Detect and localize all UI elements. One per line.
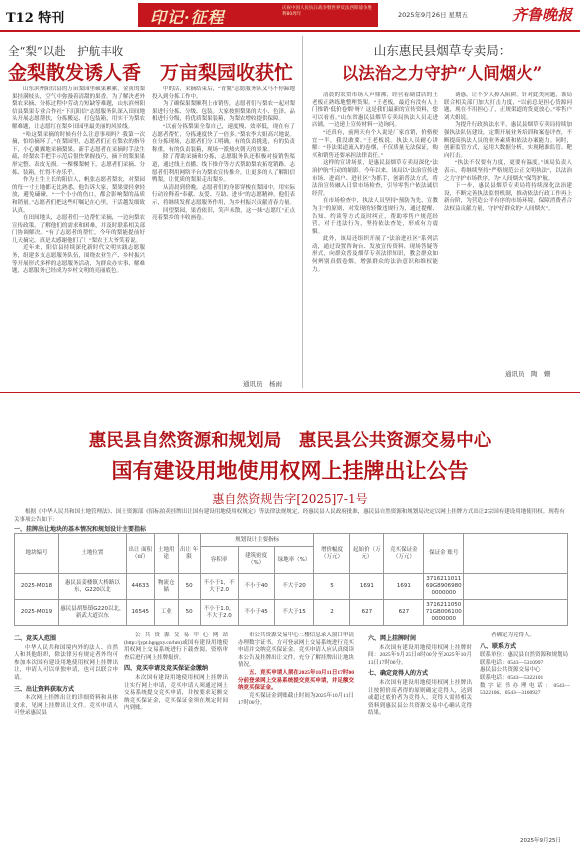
section-6-text: 本次国有建设用地使用权网上挂牌时间：2025年9月25日8时00分至2025年10月13日17时00分。 [368,644,472,666]
parcel-table [14,533,568,626]
left-article-column-1 [12,86,145,374]
issue-date: 2025年9月26日 星期五 [398,11,469,19]
section-7-text: 本次国有建设用地使用权网上挂牌出让按照价高者得的原则确定竞得人，达到或超过底价者为竞得人。竞得人需持相关资料到惠民县公共资源交易中心确认竞得结果。 [368,679,472,717]
cell-parcel-no: 2025-M019 [15,600,59,626]
header-parcel-no: 地块编号 [15,534,59,574]
header-planning-indicators: 规划设计主要指标 [200,534,314,547]
section-4-text: 本次国有建设用地使用权网上挂牌出让实行网上申请，竞买申请人须通过网上交易系统提交竞买申请，并按要求足额交纳竞买保证金，竞买保证金须在规定时间内到账。 [124,674,228,712]
paragraph: 回望梨园，果香依旧，笑声未散，这一抹“志愿红”正点亮着梨乡的丰收画卷。 [152,207,295,222]
cell-years: 50 [178,574,200,600]
paragraph: “哈这梨采摘的时候有什么注意事项吗？我第一次摘，怕给摘坏了。”在梨园里，志愿者们正在梨农的指导下，小心翼翼地采摘梨果。新手志愿者在采摘时手法生疏，经梨农手把手示范后很快掌握技巧，摘下的梨果果形完整、表皮无损。一棵棵梨树下，志愿者们采摘、分拣、装箱，忙得不亦乐乎。 [12,131,145,176]
left-article-title: 金梨散发诱人香 万亩梨园收获忙 [8,62,294,84]
header-years: 出让 年限 [178,534,200,574]
cell-start-price: 1691 [350,574,384,600]
cell-start-price: 627 [350,600,384,626]
paragraph: 下一步，惠民县烟草专卖局将持续深化法治建设，不断完善执法监督机制，推动依法行政工作再上新台阶，为营造公平有序的市场环境、保障消费者合法权益贡献力量，守护好群众的“人间烟火”。 [444,183,572,212]
notice-column-5 [480,632,570,832]
paragraph: 作为土生土长的阳信人，帆张志愿者梨农，对梨园的每一寸土地都无比熟悉，他告诉大家，梨果要轻拿轻放，避免磕碰，“一个小小的伤口，都会影响梨的品质和销量。”志愿者们把这些叮嘱记在心里，干活越发细致认真。 [12,177,145,214]
section-7-continued: 者确定为竞得人。 [491,632,536,638]
cell-spare [464,600,568,626]
paragraph: 中的活，采摘结束后，“青冀”志愿服务队又马不停蹄地投入到分拣工作中。 [152,86,295,100]
notice-column-2 [124,632,228,844]
section-8-title: 八、联系方式 [480,642,517,650]
right-article-column-1 [312,92,438,374]
header-rule [0,30,580,32]
header-tagline: 庆祝中国人民抗日战争暨世界反法西斯战争胜利80周年 [282,6,372,17]
cell-area: 44633 [126,574,154,600]
right-article-title: 以法治之力守护“人间烟火” [341,64,543,83]
section-divider [0,392,580,393]
section-4-title: 四、竞买申请及竞买保证金缴纳 [124,665,209,673]
cell-land-use: 物流仓储 [154,574,178,600]
section-3-continued: 公共资源交易中心网站(http://jypt.hgqgxy.cn/hm)或国有建设用地使用权网上交易系统进行下载查阅，资格审查后进行网上挂牌报价。 [124,632,228,661]
page-header [0,0,580,30]
header-account: 保证金 账号 [424,534,464,574]
cell-land-use: 工业 [154,600,178,626]
cell-far: 不小于1.0，不大于2.0 [200,600,238,626]
right-article-byline: 通讯员 陶 姗 [505,370,551,378]
paragraph: 为了确保果梨顺利上市销售，志愿者们与梨农一起对梨果进行分拣、分级、包装。大家按照梨果的大小、色泽、品相进行分级，将优质梨果装箱，为梨农增收提供保障。 [152,101,295,123]
cell-density: 不小于40 [238,574,274,600]
notice-title: 国有建设用地使用权网上挂牌出让公告 [111,458,469,483]
header-land-use: 土地用途 [154,534,178,574]
newspaper-logo: 齐鲁晚报 [512,6,573,24]
right-article-pre-title: 山东惠民县烟草专卖局： [373,43,512,58]
section-2-title: 二、竞买人范围 [14,635,57,642]
table-row [15,574,568,600]
cell-green: 不大于15 [274,600,314,626]
paragraph: “执法不仅要有力度，更要有温度。”该局负责人表示，将继续坚持“严格规范公正文明执法”，以法治之力守护市场秩序，为“人间烟火”保驾护航。 [444,160,572,182]
cell-density: 不小于45 [238,600,274,626]
header-density: 建筑密度（%） [238,547,274,574]
header-green: 绿地率（%） [274,547,314,574]
column-divider [302,36,303,388]
notice-column-4 [368,632,472,844]
cell-years: 50 [178,600,200,626]
paragraph: 为提升行政执法水平，惠民县烟草专卖局持续加强执法队伍建设，定期开展业务培训和案卷评查，不断提高执法人员的业务素质和依法办案能力。同时，创新监管方式，运用大数据分析，实现精准监管、靶向打击。 [444,122,572,159]
notice-issuers: 惠民县自然资源和规划局 惠民县公共资源交易中心 [88,431,492,451]
cell-increment: 5 [314,574,350,600]
left-article-byline: 通讯员 杨雨 [243,380,282,388]
table-row [15,600,568,626]
paragraph: 诱惑，让不少人掉入陷阱。针对此类问题，该局联合相关部门加大打击力度，“以前总是担心货源问题，现在不用担心了，正规渠道的货更放心。”零售户刘大姐说。 [444,92,572,121]
left-article-column-2 [152,86,295,366]
header-far: 容积率 [200,547,238,574]
section-2-text: 中华人民共和国境内外的法人、自然人和其他组织，除法律另有规定者外均可参加本次国有建设用地使用权网上挂牌出让，申请人可以单独申请，也可以联合申请。 [14,644,118,681]
paragraph: 这样的宣讲场景，是惠民县烟草专卖局深化“法治护航”行动的缩影。今年以来，该局以“法治宣传进市场、进商户、进社区”为抓手，创新普法方式，将法治宣传融入日常市场检查，引导零售户依法诚信经营。 [312,160,438,197]
section-6-title: 六、网上挂牌时间 [368,635,417,642]
paragraph: 在市场检查中，执法人员坚持“预防为先、宣教为主”的原则，对发现的轻微违规行为，通过提醒、告知、约谈等方式及时纠正，帮助零售户规范经营。对于违法行为，坚持依法查处，形成有力震慑。 [312,198,438,235]
section-7-title: 七、确定竞得人的方式 [368,670,429,678]
paragraph: “还真有，前两天有个人说是厂家直销，价格便宜一半，我没敢要。”王老板说。执法人员耐心讲解：“非法渠道流入的卷烟，不仅质量无法保证，购买和销售还要承担法律责任。” [312,129,438,159]
cell-spare [464,574,568,600]
cell-account: 371621105071GB0061000000000 [424,600,464,626]
notice-column-3 [238,632,354,844]
header-deposit: 竞买保证金（万元） [384,534,424,574]
notice-column-1 [14,632,118,844]
section-3-text: 本次网上挂牌出让的详细资料和具体要求，见网上挂牌出让文件。竞买申请人可登录惠民县 [14,695,118,717]
cell-area: 16545 [126,600,154,626]
section-4-continued: 市公共资源交易中心三楼信息录入窗口申请办理数字证书，方可登录网上交易系统进行竞买申请并交纳竞买保证金。竞买申请人应认真阅读本公告及挂牌出让文件，充分了解挂牌出让地块情况。 [238,632,354,669]
paragraph: 在田间地头，志愿者们一边帮忙采摘，一边向梨农宣传政策，了解他们的需求和困难，并及时联系相关部门协调解决。“有了志愿者的帮忙，今年的梨能提前好几天摘完，真是太感谢他们了！”梨农王大爷笑着说。 [12,215,145,244]
cell-deposit: 1691 [384,574,424,600]
paragraph: 山东滨州阳信县的万亩梨园里硕果累累，金黄的梨果挂满枝头，空气中弥漫着清甜的果香。为了解决老外梨农采摘、分拣过程中劳动力短缺等难题，山东滨州阳信县梨果专业合作社“下沉阳信”志愿服务队深入田间地头开展志愿帮扶，分拣搬运、打包装箱，用实干为梨农解难题，让志愿红在梨乡田园里最美丽的风景线。 [12,86,145,130]
notice-date: 2025年9月25日 [520,838,561,844]
cell-account: 371621101169G89069800000000 [424,574,464,600]
cell-parcel-no: 2025-M018 [15,574,59,600]
header-location: 土地位置 [58,534,126,574]
section-5-text: 竞买保证金到账截止时间为2025年10月11日17时00分。 [238,692,354,707]
notice-number: 惠自然资规告字[2025]7-1号 [212,492,368,506]
contact-info: 联系单位：惠民县自然资源和规划局 联系电话：0543—5310997 惠民县公共资源交易中心 联系电话：0543—5322101 数字证书办理电话：0543—5322106、0543—3160927 [480,652,570,697]
paragraph: 除了帮助采摘和分拣，志愿服务队还积极对接销售渠道，通过线上直播、线下推介等方式帮助梨农拓宽销路。志愿者们利用网络平台为梨农宣传推介，让更多的人了解阳信鸭梨，让优质的梨果走出梨乡。 [152,154,295,184]
section-3-title: 三、出让资料获取方式 [14,685,75,693]
cell-deposit: 627 [384,600,424,626]
cell-green: 不大于20 [274,574,314,600]
right-article-column-2 [444,92,572,364]
cell-location: 惠民县胡集镇G220以北，新武大道以东 [58,600,126,626]
notice-intro: 根据《中华人民共和国土地管理法》、国土资源部《招标拍卖挂牌出让国有建设用地使用权规定》等法律法规规定，经惠民县人民政府批准，惠民县自然资源和规划局决定以网上挂牌方式出让2宗国有建设用地使用权。现将有关事项公告如下： [14,509,565,523]
cell-increment: 2 [314,600,350,626]
left-article-pre-title: 全“梨”以赴 护航丰收 [8,44,124,58]
cell-far: 不小于1，不大于2.0 [200,574,238,600]
header-area: 出让 面积（㎡） [126,534,154,574]
paragraph: 从清晨到傍晚，志愿者们的身影穿梭在梨园中，用实际行动诠释着“奉献、友爱、互助、进步”的志愿精神。他们表示，将继续发挥志愿服务作用，为乡村振兴贡献青春力量。 [152,184,295,206]
paragraph: 清晨的农贸市场人声鼎沸，经营着副食店的王老板正熟练地整理货架。“王老板，最近有没有人上门推销‘低价卷烟’呀？这是我们最新的宣传资料，您可以看看。”山东省惠民县烟草专卖局执法人员走进店铺，一边递上宣传材料一边询问。 [312,92,438,129]
paragraph: 近年来，阳信县持续深化新时代文明实践志愿服务，组建多支志愿服务队伍，围绕农业生产、乡村振兴等开展形式多样的志愿服务活动，为群众办实事、解难题，志愿服务已经成为乡村文明的亮丽底色。 [12,245,145,275]
header-increment: 增价幅度（万元） [314,534,350,574]
cell-location: 惠民县姜楼镇大桥路以东，G220以北 [58,574,126,600]
header-brand: 印记·征程 [150,8,225,27]
section-5-title: 五、竞买申请人须在2025年10月11日17时00分前登录网上交易系统提交竞买申请，并足额交纳竞买保证金。 [238,669,354,692]
section-1-title: 一、挂牌出让地块的基本情况和规划设计主要指标 [14,526,147,533]
header-start-price: 起始价（万元） [350,534,384,574]
paragraph: “以前分拣梨果全靠自己，速度慢、效率低，现在有了志愿者帮忙，分拣速度快了一倍多。”梨农李大姐高兴地说。在分拣现场，志愿者们分工明确，有的负责挑选，有的负责称重，有的负责装箱，现场一派热火朝天的景象。 [152,123,295,153]
page-number-label: T12 特刊 [6,11,65,26]
header-spare [464,534,568,574]
paragraph: 此外，该局还组织开展了“法治进社区”系列活动，通过设置咨询台、发放宣传资料、现场答疑等形式，向群众普及烟草专卖法律知识，教会群众如何辨别真假卷烟，增强群众的法治意识和维权能力。 [312,236,438,273]
